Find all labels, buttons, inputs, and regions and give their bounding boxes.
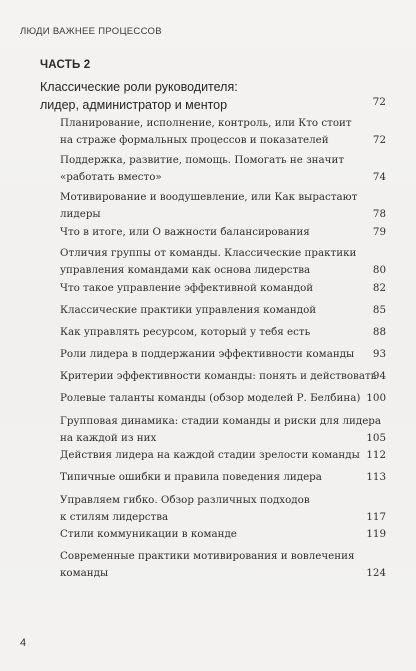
toc-entry xyxy=(60,492,386,526)
toc-entry-title xyxy=(60,390,361,407)
part-title xyxy=(40,78,370,114)
toc-entry-line: Как управлять ресурсом, который у тебя есть xyxy=(60,326,311,338)
toc-entry-title xyxy=(60,526,322,543)
toc-entry xyxy=(60,115,386,149)
part-title-line: лидер, администратор и ментор xyxy=(40,98,228,112)
toc-entry xyxy=(60,447,386,464)
toc-entry-line: Действия лидера на каждой стадии зрелости команды xyxy=(60,449,360,461)
toc-page-number: 74 xyxy=(372,171,386,183)
toc-entry-line: Мотивирование и воодушевление, или Как вырастают xyxy=(60,191,358,203)
toc-entry xyxy=(60,245,386,279)
toc-page-number: 82 xyxy=(372,282,386,294)
toc-entry-title xyxy=(60,324,322,341)
toc-entry-line: Что такое управление эффективной командой xyxy=(60,282,314,294)
toc-entry-line: Современные практики мотивирования и вовлечения xyxy=(60,550,355,562)
toc-entry xyxy=(60,413,386,447)
toc-entry-line: команды xyxy=(60,567,109,579)
toc-entry-title xyxy=(60,302,322,319)
toc-entry-line: «работать вместо» xyxy=(60,171,162,183)
toc-entry-line: на страже формальных процессов и показателей xyxy=(60,134,329,146)
running-header: ЛЮДИ ВАЖНЕЕ ПРОЦЕССОВ xyxy=(20,26,162,37)
toc-page-number: 93 xyxy=(372,348,386,360)
toc-entry xyxy=(60,189,386,223)
toc-entry xyxy=(60,390,386,407)
toc-entry-line: Управляем гибко. Обзор различных подходов xyxy=(60,494,310,506)
part-title-line: Классические роли руководителя: xyxy=(40,80,238,94)
toc-entry-line: Роли лидера в поддержании эффективности команды xyxy=(60,348,355,360)
toc-entry xyxy=(60,368,386,385)
toc-entry-line: к стилям лидерства xyxy=(60,511,169,523)
toc-entry-line: Поддержка, развитие, помощь. Помогать не значит xyxy=(60,154,345,166)
toc-entry-title xyxy=(60,115,352,149)
toc-entry-title xyxy=(60,224,322,241)
toc-page-number: 80 xyxy=(372,264,386,276)
toc-page-number: 94 xyxy=(372,370,386,382)
toc-entry-line: на каждой из них xyxy=(60,432,157,444)
toc-page-number: 79 xyxy=(372,226,386,238)
toc-entry xyxy=(60,324,386,341)
toc-page-number: 105 xyxy=(366,432,386,444)
toc-entry-title xyxy=(60,548,355,582)
toc-entry-title xyxy=(60,152,345,186)
toc-entry xyxy=(60,346,386,363)
toc-entry xyxy=(60,224,386,241)
toc-entry-line: Критерии эффективности команды: понять и действовать xyxy=(60,370,377,382)
toc-entry-title xyxy=(60,245,357,279)
toc-entry xyxy=(60,152,386,186)
toc-entry-line: Планирование, исполнение, контроль, или Кто стоит xyxy=(60,117,352,129)
toc-page-number: 124 xyxy=(366,567,386,579)
folio-page-number: 4 xyxy=(20,637,27,649)
toc-entry-title xyxy=(60,469,322,486)
toc-page-number: 100 xyxy=(366,392,386,404)
toc-entry xyxy=(60,469,386,486)
toc-page-number: 85 xyxy=(372,304,386,316)
toc-page-number: 119 xyxy=(366,528,386,540)
toc-entry-line: Типичные ошибки и правила поведения лидера xyxy=(60,471,322,483)
toc-entry xyxy=(60,526,386,543)
toc-entry-title xyxy=(60,368,377,385)
part-label: ЧАСТЬ 2 xyxy=(40,59,91,71)
toc-page-number: 112 xyxy=(366,449,386,461)
toc-entry-line: Групповая динамика: стадии команды и риски для лидера xyxy=(60,415,382,427)
toc-page-number: 88 xyxy=(372,326,386,338)
toc-page-number: 113 xyxy=(366,471,386,483)
toc-entry-line: Классические практики управления командой xyxy=(60,304,317,316)
part-page-number: 72 xyxy=(372,96,386,108)
toc-page-number: 72 xyxy=(372,134,386,146)
toc-page-number: 78 xyxy=(372,208,386,220)
toc-entry-line: лидеры xyxy=(60,208,101,220)
toc-entry xyxy=(60,548,386,582)
toc-entry-line: управления командами как основа лидерства xyxy=(60,264,311,276)
toc-entry-title xyxy=(60,492,322,526)
toc-entry-title xyxy=(60,346,355,363)
toc-entry xyxy=(60,302,386,319)
toc-entry-title xyxy=(60,280,322,297)
toc-entry-title xyxy=(60,447,360,464)
toc-entry-line: Что в итоге, или О важности балансирования xyxy=(60,226,310,238)
toc-page-number: 117 xyxy=(366,511,386,523)
toc-entry-line: Ролевые таланты команды (обзор моделей Р. Белбина) xyxy=(60,392,361,404)
toc-entry-line: Стили коммуникации в команде xyxy=(60,528,237,540)
toc-entry-line: Отличия группы от команды. Классические практики xyxy=(60,247,357,259)
toc-entry-title xyxy=(60,189,358,223)
toc-entry xyxy=(60,280,386,297)
